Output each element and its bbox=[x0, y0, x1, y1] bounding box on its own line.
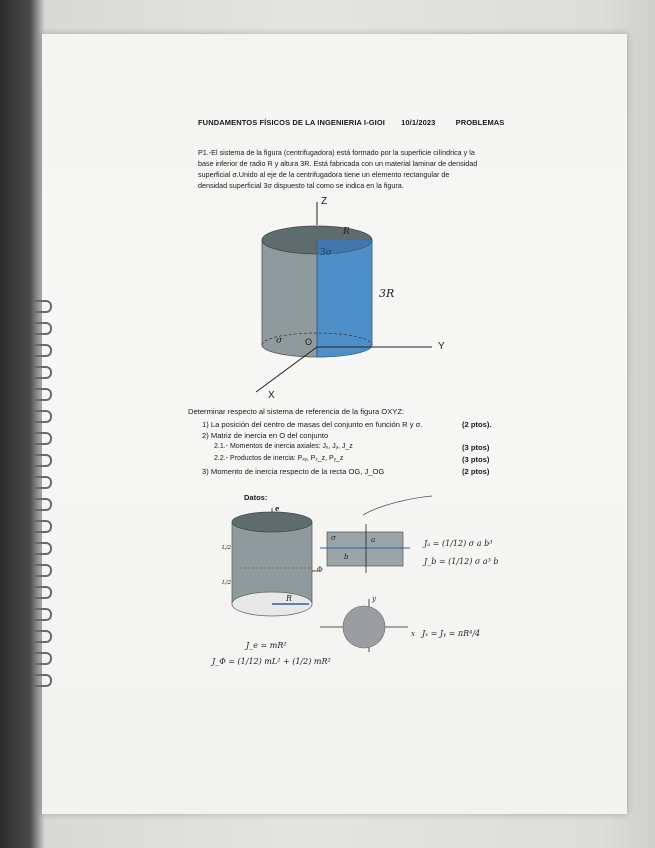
formula-Ja: Jₐ = (1/12) σ a b³ bbox=[424, 539, 493, 548]
cyl-phi-label: Φ bbox=[317, 566, 323, 574]
data-rectangle bbox=[327, 532, 403, 566]
datos-title: Datos: bbox=[244, 493, 268, 502]
cyl-e-label: e bbox=[275, 504, 280, 513]
rect-b-label: b bbox=[344, 553, 349, 561]
task-item-1-points: (2 ptos). bbox=[462, 420, 492, 429]
radius-label: R bbox=[343, 227, 350, 237]
task-item-1: 1) La posición del centro de masas del conjunto en función R y σ. bbox=[202, 420, 423, 429]
task-intro: Determinar respecto al sistema de referencia de la figura OXYZ: bbox=[188, 407, 405, 416]
height-label: 3R bbox=[379, 287, 395, 300]
plate-density-label: 3σ bbox=[320, 248, 332, 258]
data-cylinder-top bbox=[232, 512, 312, 532]
task-item-3-points: (2 ptos) bbox=[462, 467, 490, 476]
formula-Jb: J_b = (1/12) σ a³ b bbox=[424, 557, 499, 566]
disk-x-label: x bbox=[411, 630, 415, 638]
x-axis-label: X bbox=[268, 390, 275, 401]
exam-kind: PROBLEMAS bbox=[455, 118, 505, 127]
formula-disk: Jₓ = Jᵧ = πR⁴/4 bbox=[422, 629, 481, 638]
task-item-2-2-points: (3 ptos) bbox=[462, 455, 490, 464]
pen-stroke bbox=[363, 496, 432, 515]
z-axis-label: Z bbox=[321, 196, 328, 207]
problem-line-2: base inferior de radio R y altura 3R. Está fabricada con un material laminar de densidad bbox=[198, 159, 478, 168]
rect-a-label: a bbox=[371, 536, 376, 544]
task-item-3: 3) Momento de inercia respecto de la recta OG, J_OG bbox=[202, 467, 385, 476]
problem-line-3: superficial σ.Unido al eje de la centrifugadora tiene un elemento rectangular de bbox=[198, 170, 450, 179]
formula-Jphi: J_Φ = (1/12) mL² + (1/2) mR² bbox=[212, 657, 331, 666]
task-item-2: 2) Matriz de inercia en O del conjunto bbox=[202, 431, 329, 440]
exam-date: 10/1/2023 bbox=[401, 118, 436, 127]
data-disk bbox=[343, 606, 385, 648]
problem-line-4: densidad superficial 3σ dispuesto tal como se indica en la figura. bbox=[198, 181, 404, 190]
task-item-2-1: 2.1.- Momentos de inercia axiales: Jₓ, Jᵧ, J_z bbox=[214, 443, 353, 450]
course-title: FUNDAMENTOS FÍSICOS DE LA INGENIERIA I-GIOI bbox=[198, 118, 385, 127]
rect-sigma-label: σ bbox=[331, 534, 336, 542]
task-item-2-1-points: (3 ptos) bbox=[462, 443, 490, 452]
disk-y-label: y bbox=[372, 595, 376, 603]
cyl-half-bottom-label: L/2 bbox=[222, 580, 232, 586]
cyl-half-top-label: L/2 bbox=[222, 545, 232, 551]
sigma-label: σ bbox=[276, 336, 283, 346]
task-item-2-2: 2.2.- Productos de inercia: Pₓᵧ, Pₓ_z, Pᵧ_z bbox=[214, 455, 344, 462]
cyl-radius-label: R bbox=[286, 594, 293, 603]
origin-label: O bbox=[305, 337, 313, 347]
y-axis-label: Y bbox=[438, 341, 445, 352]
formula-Je: J_e = mR² bbox=[246, 641, 287, 650]
problem-line-1: P1.-El sistema de la figura (centrifugadora) está formado por la superficie cilíndrica y la bbox=[198, 148, 475, 157]
